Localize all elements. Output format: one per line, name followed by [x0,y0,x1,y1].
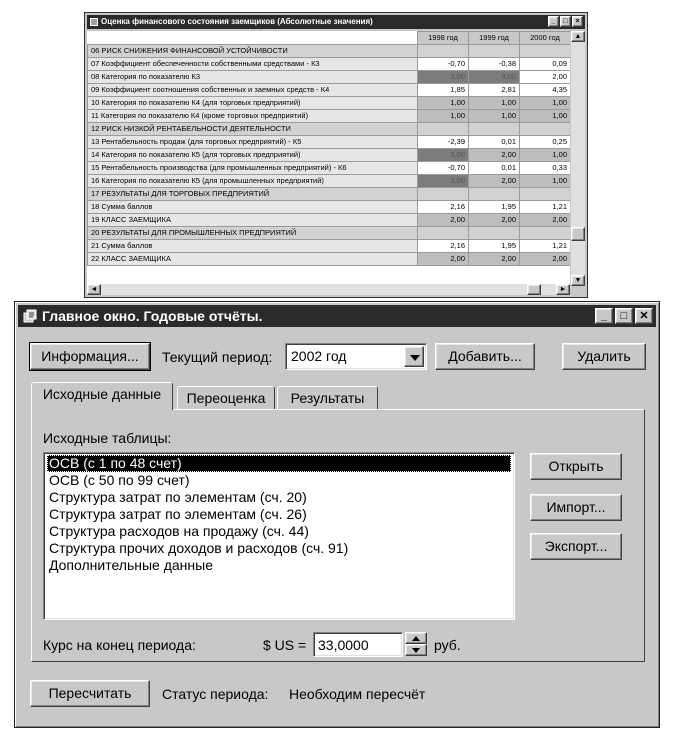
tables-label: Исходные таблицы: [43,430,172,446]
period-combo[interactable] [285,343,427,370]
cell-value[interactable]: 4,35 [520,84,571,97]
rate-value: 33,0000 [318,637,369,653]
cell-value[interactable]: 3,00 [469,71,520,84]
status-value: Необходим пересчёт [289,686,426,702]
cell-value[interactable]: 2,00 [418,214,469,227]
status-label: Статус периода: [162,686,269,702]
row-label[interactable]: 17 РЕЗУЛЬТАТЫ ДЛЯ ТОРГОВЫХ ПРЕДПРИЯТИЙ [88,188,418,201]
cell-value[interactable]: 2,00 [469,175,520,188]
cell-value[interactable]: 1,21 [520,240,571,253]
source-tables-list[interactable] [43,452,515,620]
tab-revaluation[interactable]: Переоценка [177,386,275,410]
vertical-scrollbar[interactable] [571,31,585,286]
cell-value[interactable]: 2,00 [469,214,520,227]
sheet-row [88,58,571,71]
cell-value[interactable]: 0,33 [520,162,571,175]
cell-value[interactable]: -0,70 [418,162,469,175]
cell-value[interactable]: 1,00 [520,97,571,110]
cell-value[interactable]: 1,21 [520,201,571,214]
row-label[interactable]: 15 Рентабельность производства (для промышленных предприятий) - К6 [88,162,418,175]
cell-value[interactable] [520,188,571,201]
minimize-icon[interactable]: _ [548,16,559,27]
row-label[interactable]: 12 РИСК НИЗКОЙ РЕНТАБЕЛЬНОСТИ ДЕЯТЕЛЬНОСТИ [88,123,418,136]
rate-label: Курс на конец периода: [43,637,196,653]
list-item[interactable]: Структура затрат по элементам (сч. 26) [49,506,307,522]
cell-value[interactable]: 2,00 [469,149,520,162]
row-label[interactable]: 06 РИСК СНИЖЕНИЯ ФИНАНСОВОЙ УСТОЙЧИВОСТИ [88,45,418,58]
tab-results[interactable]: Результаты [277,386,378,410]
cell-value[interactable]: 2,81 [469,84,520,97]
sheet-row [88,45,571,58]
cell-value[interactable] [469,45,520,58]
cell-value[interactable]: 1,00 [520,149,571,162]
horizontal-scrollbar[interactable] [87,284,570,295]
sheet-row [88,97,571,110]
cell-value[interactable]: 3,00 [418,71,469,84]
list-item[interactable]: Структура затрат по элементам (сч. 20) [49,489,307,505]
scroll-down-icon[interactable]: ▼ [571,275,585,286]
spreadsheet-title-bar[interactable] [87,15,585,29]
import-button[interactable]: Импорт... [530,494,622,521]
horizontal-scroll-thumb[interactable] [527,284,541,295]
cell-value[interactable]: 1,00 [469,97,520,110]
tab-source-data[interactable]: Исходные данные [31,382,173,410]
cell-value[interactable] [469,188,520,201]
cell-value[interactable]: 1,00 [520,110,571,123]
delete-button[interactable]: Удалить [562,343,646,370]
cell-value[interactable]: 2,16 [418,240,469,253]
currency-label: $ US = [263,637,307,653]
cell-value[interactable]: 2,00 [418,253,469,266]
sheet-row [88,84,571,97]
export-button[interactable]: Экспорт... [530,533,622,560]
maximize-icon[interactable]: □ [615,308,633,324]
add-button[interactable]: Добавить... [435,343,535,370]
scroll-right-icon[interactable]: ► [556,284,570,295]
row-label[interactable]: 18 Сумма баллов [88,201,418,214]
rate-input[interactable] [313,632,403,657]
vertical-scroll-thumb[interactable] [571,227,585,241]
cell-value[interactable]: -2,39 [418,136,469,149]
cell-value[interactable]: 3,00 [418,175,469,188]
spreadsheet-window [84,12,588,298]
scroll-left-icon[interactable]: ◄ [87,284,101,295]
cell-value[interactable] [520,123,571,136]
cell-value[interactable]: 2,00 [469,253,520,266]
sheet-row [88,162,571,175]
sheet-row [88,227,571,240]
row-label[interactable]: 10 Категория по показателю К4 (для торговых предприятий) [88,97,418,110]
cell-value[interactable]: 0,25 [520,136,571,149]
period-label: Текущий период: [162,349,273,365]
row-label[interactable]: 16 Категория по показателю К5 (для промышленных предприятий) [88,175,418,188]
sheet-row [88,123,571,136]
row-label[interactable]: 21 Сумма баллов [88,240,418,253]
main-window [14,301,660,728]
cell-value[interactable]: 0,01 [469,162,520,175]
maximize-icon[interactable]: □ [560,16,571,27]
sheet-row [88,71,571,84]
cell-value[interactable]: 1,00 [520,175,571,188]
cell-value[interactable]: 1,00 [418,110,469,123]
rate-spinner[interactable] [405,632,427,657]
row-label[interactable]: 22 КЛАСС ЗАЕМЩИКА [88,253,418,266]
cell-value[interactable] [418,188,469,201]
row-label[interactable]: 09 Коэффициент соотношения собственных и заемных средств - К4 [88,84,418,97]
list-item[interactable]: Структура расходов на продажу (сч. 44) [49,523,309,539]
row-label[interactable]: 20 РЕЗУЛЬТАТЫ ДЛЯ ПРОМЫШЛЕННЫХ ПРЕДПРИЯТИЙ [88,227,418,240]
cell-value[interactable]: 2,00 [520,214,571,227]
cell-value[interactable] [418,123,469,136]
rate-unit: руб. [434,637,461,653]
list-item[interactable]: ОСВ (с 1 по 48 счет) [47,455,511,472]
sheet-row [88,201,571,214]
column-header[interactable]: 1999 год [469,32,520,45]
cell-value[interactable]: -0,70 [418,58,469,71]
scroll-up-icon[interactable]: ▲ [571,31,585,42]
row-label[interactable]: 14 Категория по показателю К5 (для торговых предприятий) [88,149,418,162]
spreadsheet-title: Оценка финансового состояния заемщиков (Абсолютные значения) [101,17,373,26]
row-label[interactable]: 19 КЛАСС ЗАЕМЩИКА [88,214,418,227]
cell-value[interactable]: 2,00 [520,253,571,266]
list-item[interactable]: Структура прочих доходов и расходов (сч. 91) [49,540,349,556]
list-item[interactable]: ОСВ (с 50 по 99 счет) [49,472,190,488]
cell-value[interactable] [520,45,571,58]
cell-value[interactable] [418,227,469,240]
sheet-row [88,240,571,253]
cell-value[interactable]: 0,01 [469,136,520,149]
cell-value[interactable]: 1,95 [469,240,520,253]
sheet-row [88,188,571,201]
column-header[interactable]: 1998 год [418,32,469,45]
cell-value[interactable]: 1,95 [469,201,520,214]
cell-value[interactable]: 1,00 [469,110,520,123]
spreadsheet-window-icon [90,18,98,26]
app-icon [23,309,37,323]
sheet-row [88,214,571,227]
cell-value[interactable]: 1,85 [418,84,469,97]
spin-up-icon[interactable] [405,632,427,644]
period-value: 2002 год [291,348,347,364]
row-label[interactable]: 11 Категория по показателю К4 (кроме торговых предприятий) [88,110,418,123]
sheet-row [88,149,571,162]
sheet-row [88,253,571,266]
minimize-icon[interactable]: _ [595,308,613,324]
cell-value[interactable]: 2,16 [418,201,469,214]
spreadsheet-grid [87,31,570,286]
cell-value[interactable] [520,227,571,240]
cell-value[interactable] [418,45,469,58]
recalculate-button[interactable]: Пересчитать [30,680,150,707]
spin-down-icon[interactable] [405,644,427,656]
cell-value[interactable]: 3,00 [418,149,469,162]
open-button[interactable]: Открыть [530,453,622,480]
cell-value[interactable] [469,123,520,136]
cell-value[interactable]: -0,38 [469,58,520,71]
chevron-down-icon[interactable] [404,346,424,367]
row-label[interactable]: 07 Коэффициент обеспеченности собственными средствами - К3 [88,58,418,71]
list-item[interactable]: Дополнительные данные [49,557,213,573]
cell-value[interactable]: 1,00 [418,97,469,110]
corner-header [88,32,418,45]
column-header[interactable]: 2000 год [520,32,571,45]
cell-value[interactable]: 2,00 [520,71,571,84]
sheet-row [88,175,571,188]
cell-value[interactable]: 0,09 [520,58,571,71]
window-title: Главное окно. Годовые отчёты. [42,308,263,324]
sheet-row [88,110,571,123]
close-icon[interactable]: ✕ [635,308,653,324]
main-title-bar[interactable] [18,305,656,327]
row-label[interactable]: 13 Рентабельность продаж (для торговых предприятий) - К5 [88,136,418,149]
cell-value[interactable] [469,227,520,240]
close-icon[interactable]: × [572,16,583,27]
row-label[interactable]: 08 Категория по показателю К3 [88,71,418,84]
sheet-row [88,136,571,149]
info-button[interactable]: Информация... [30,343,150,370]
